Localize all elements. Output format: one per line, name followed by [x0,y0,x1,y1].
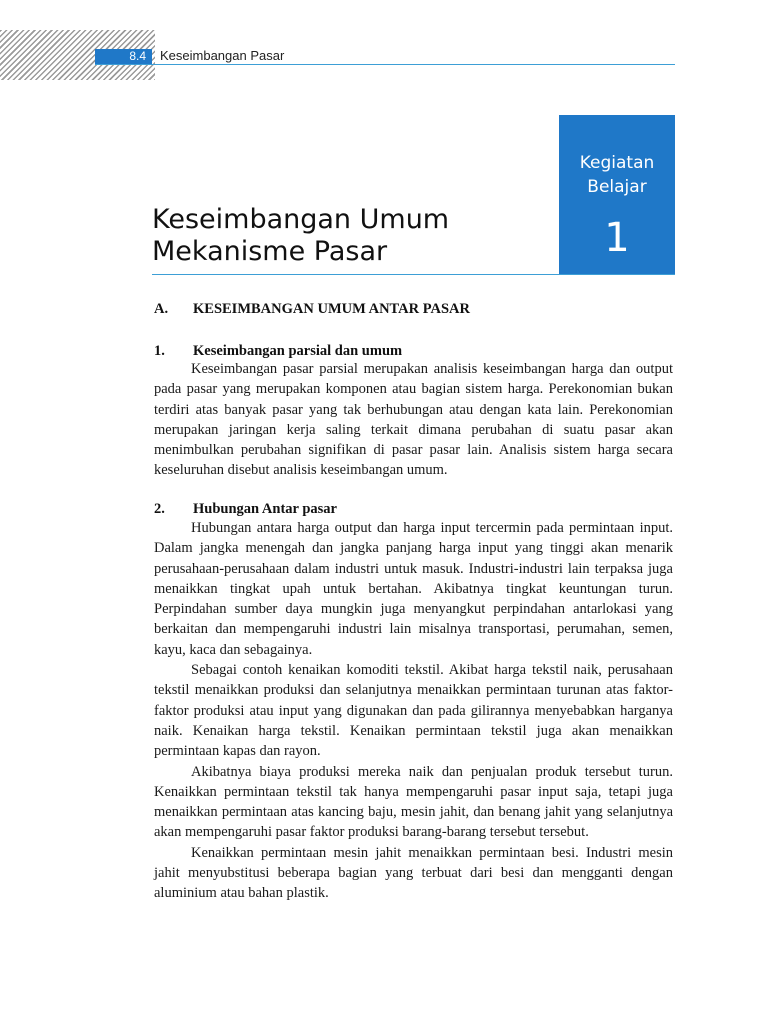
activity-label-line2: Belajar [587,177,647,197]
subsection-2-title: Hubungan Antar pasar [193,501,337,517]
subsection-2-number: 2. [154,501,165,517]
paragraph: Akibatnya biaya produksi mereka naik dan penjualan produk tersebut turun. Kenaikkan permintaan tekstil tak hanya mempengaruhi pasar input saja, tetapi juga menaikkan permintaan atas kancing baju, mesin jahit, dan benang jahit yang selanjutnya akan mempengaruhi pasar faktor produksi barang-barang tersebut tersebut. [154,763,673,841]
section-a-title: KESEIMBANGAN UMUM ANTAR PASAR [193,301,470,317]
chapter-title: Keseimbangan Umum Mekanisme Pasar [152,204,450,267]
paragraph: Keseimbangan pasar parsial merupakan analisis keseimbangan harga dan output pada pasar yang merupakan komponen atau bagian sistem harga. Perekonomian bukan terdiri atas banyak pasar yang tak berhubungan atau dengan kata lain. Perekonomian merupakan jaringan kerja saling terkait dimana perubahan di suatu pasar akan menimbulkan perubahan signifikan di pasar pasar lain. Analisis sistem harga secara keseluruhan disebut analisis keseimbangan umum. [154,361,673,479]
activity-number: 1 [604,215,630,261]
subsection-1-heading [154,342,402,360]
subsection-2-body [154,518,673,904]
section-number-badge: 8.4 [95,49,152,64]
running-header-title: Keseimbangan Pasar [160,48,285,63]
activity-label [559,151,675,199]
paragraph: Hubungan antara harga output dan harga input tercermin pada permintaan input. Dalam jangka menengah dan jangka panjang harga input yang tinggi akan menarik perusahaan-perusahaan dalam industri untuk masuk. Industri-industri lain terpaksa juga menaikkan tingkat upah untuk bertahan. Akibatnya tingkat keuntungan turun. Perpindahan sumber daya mungkin juga menyangkut perpindahan antarlokasi yang berkaitan dan mempengaruhi industri lain misalnya transportasi, perumahan, semen, kayu, kaca dan sebagainya. [154,520,673,658]
title-rule [152,274,675,275]
subsection-1-title: Keseimbangan parsial dan umum [193,343,403,359]
activity-label-line1: Kegiatan [579,153,655,173]
header-rule [95,64,675,65]
paragraph: Sebagai contoh kenaikan komoditi tekstil. Akibat harga tekstil naik, perusahaan tekstil menaikkan produksi dan selanjutnya menaikkan permintaan turunan atas faktor-faktor produksi atau input yang digunakan dan pada gilirannya menyebabkan harganya naik. Kenaikan harga tekstil. Kenaikan permintaan tekstil juga akan menaikkan permintaan kapas dan rayon. [154,662,673,760]
subsection-1-body [154,359,673,481]
subsection-1-number: 1. [154,343,165,359]
section-a-heading [154,300,470,318]
section-a-letter: A. [154,301,169,317]
subsection-2-heading [154,500,337,518]
activity-box [559,115,675,275]
paragraph: Kenaikkan permintaan mesin jahit menaikkan permintaan besi. Industri mesin jahit menyubstitusi beberapa bagian yang terbuat dari besi dan mengganti dengan aluminium atau bahan plastik. [154,844,673,902]
